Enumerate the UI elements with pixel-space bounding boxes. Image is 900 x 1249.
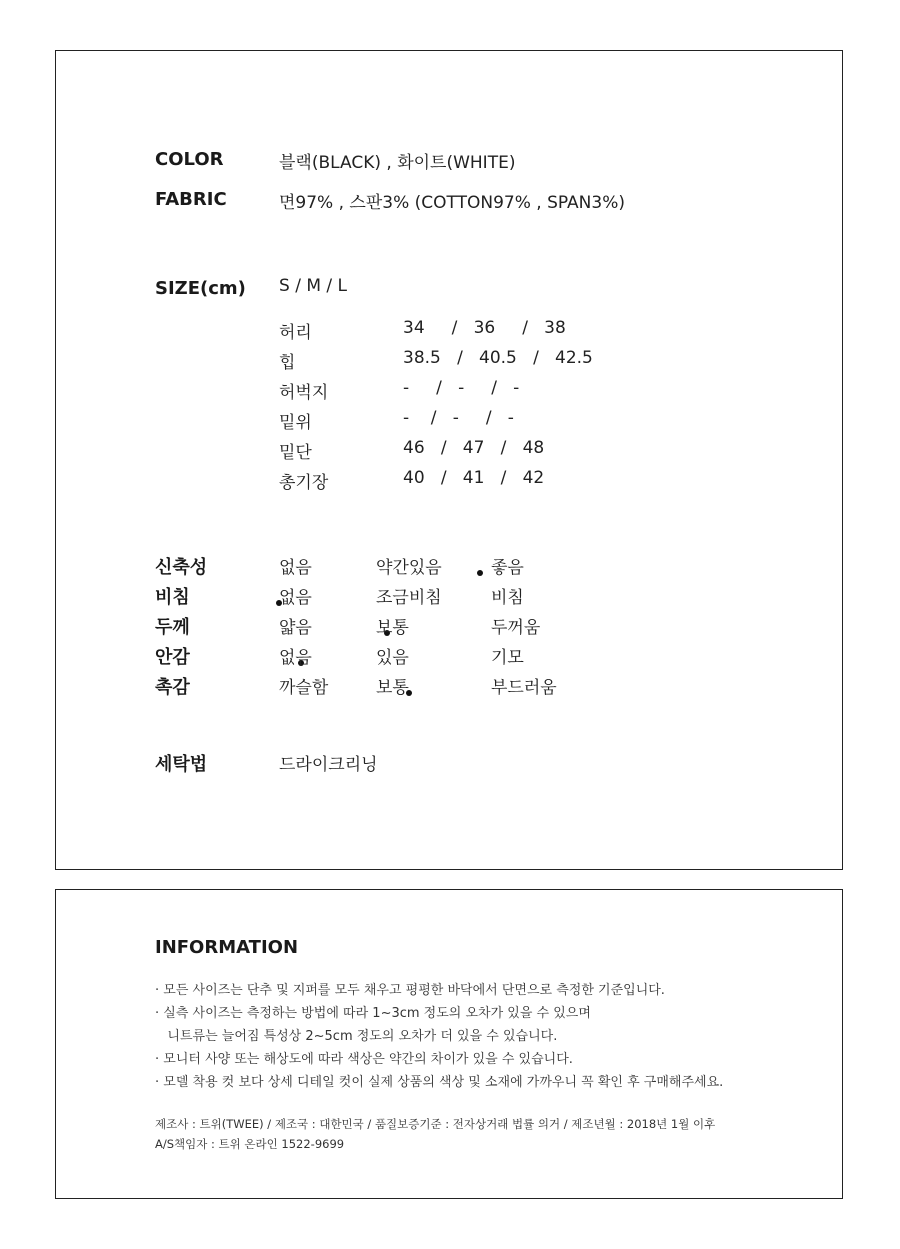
measure-name: 허벅지 — [279, 383, 329, 403]
spec-panel — [55, 50, 843, 870]
color-label: COLOR — [155, 149, 224, 170]
attribute-option: 없음 — [279, 558, 312, 578]
attribute-label: 촉감 — [155, 677, 190, 698]
measure-name: 밑단 — [279, 443, 312, 463]
measure-values: 38.5 / 40.5 / 42.5 — [403, 348, 593, 368]
attribute-option: 기모 — [491, 648, 524, 668]
attribute-label: 신축성 — [155, 557, 208, 578]
wash-value: 드라이크리닝 — [279, 755, 378, 775]
measure-name: 허리 — [279, 323, 312, 343]
measure-values: 34 / 36 / 38 — [403, 318, 566, 338]
attribute-option-selected: 없음 — [279, 588, 312, 608]
footer-line: 제조사 : 트위(TWEE) / 제조국 : 대한민국 / 품질보증기준 : 전자상거래 법률 의거 / 제조년월 : 2018년 1월 이후 — [155, 1117, 716, 1131]
information-title: INFORMATION — [155, 937, 299, 958]
attribute-label: 두께 — [155, 617, 190, 638]
attribute-option: 까슬함 — [279, 678, 329, 698]
measure-name: 밑위 — [279, 413, 312, 433]
attribute-option: 얇음 — [279, 618, 312, 638]
attribute-option: 비침 — [491, 588, 524, 608]
attribute-option-selected: 보통 — [376, 618, 409, 638]
footer-line: A/S책임자 : 트위 온라인 1522-9699 — [155, 1137, 345, 1151]
attribute-option: 약간있음 — [376, 558, 442, 578]
attribute-option-selected: 좋음 — [491, 558, 524, 578]
note-line: · 모델 착용 컷 보다 상세 디테일 컷이 실제 상품의 색상 및 소재에 가까우니 꼭 확인 후 구매해주세요. — [155, 1075, 724, 1090]
attribute-label: 비침 — [155, 587, 190, 608]
color-value: 블랙(BLACK) , 화이트(WHITE) — [279, 153, 516, 173]
note-line: · 모니터 사양 또는 해상도에 따라 색상은 약간의 차이가 있을 수 있습니다. — [155, 1052, 573, 1067]
attribute-option: 있음 — [376, 648, 409, 668]
attribute-option-selected: 없음 — [279, 648, 312, 668]
measure-values: - / - / - — [403, 408, 514, 428]
measure-values: - / - / - — [403, 378, 520, 398]
information-panel — [55, 889, 843, 1199]
selected-bullet-icon — [477, 570, 483, 576]
fabric-value: 면97% , 스판3% (COTTON97% , SPAN3%) — [279, 193, 625, 213]
measure-values: 46 / 47 / 48 — [403, 438, 545, 458]
attribute-option: 두꺼움 — [491, 618, 541, 638]
attribute-option: 조금비침 — [376, 588, 442, 608]
note-line: 니트류는 늘어짐 특성상 2~5cm 정도의 오차가 더 있을 수 있습니다. — [155, 1029, 558, 1044]
attribute-option: 부드러움 — [491, 678, 557, 698]
wash-label: 세탁법 — [155, 754, 208, 775]
size-label: SIZE(cm) — [155, 278, 246, 299]
measure-name: 총기장 — [279, 473, 329, 493]
attribute-label: 안감 — [155, 647, 190, 668]
measure-name: 힙 — [279, 353, 296, 373]
size-value: S / M / L — [279, 276, 347, 296]
measure-values: 40 / 41 / 42 — [403, 468, 545, 488]
attribute-option-selected: 보통 — [376, 678, 409, 698]
note-line: · 실측 사이즈는 측정하는 방법에 따라 1~3cm 정도의 오차가 있을 수 있으며 — [155, 1006, 591, 1021]
note-line: · 모든 사이즈는 단추 및 지퍼를 모두 채우고 평평한 바닥에서 단면으로 측정한 기준입니다. — [155, 983, 665, 998]
fabric-label: FABRIC — [155, 189, 227, 210]
